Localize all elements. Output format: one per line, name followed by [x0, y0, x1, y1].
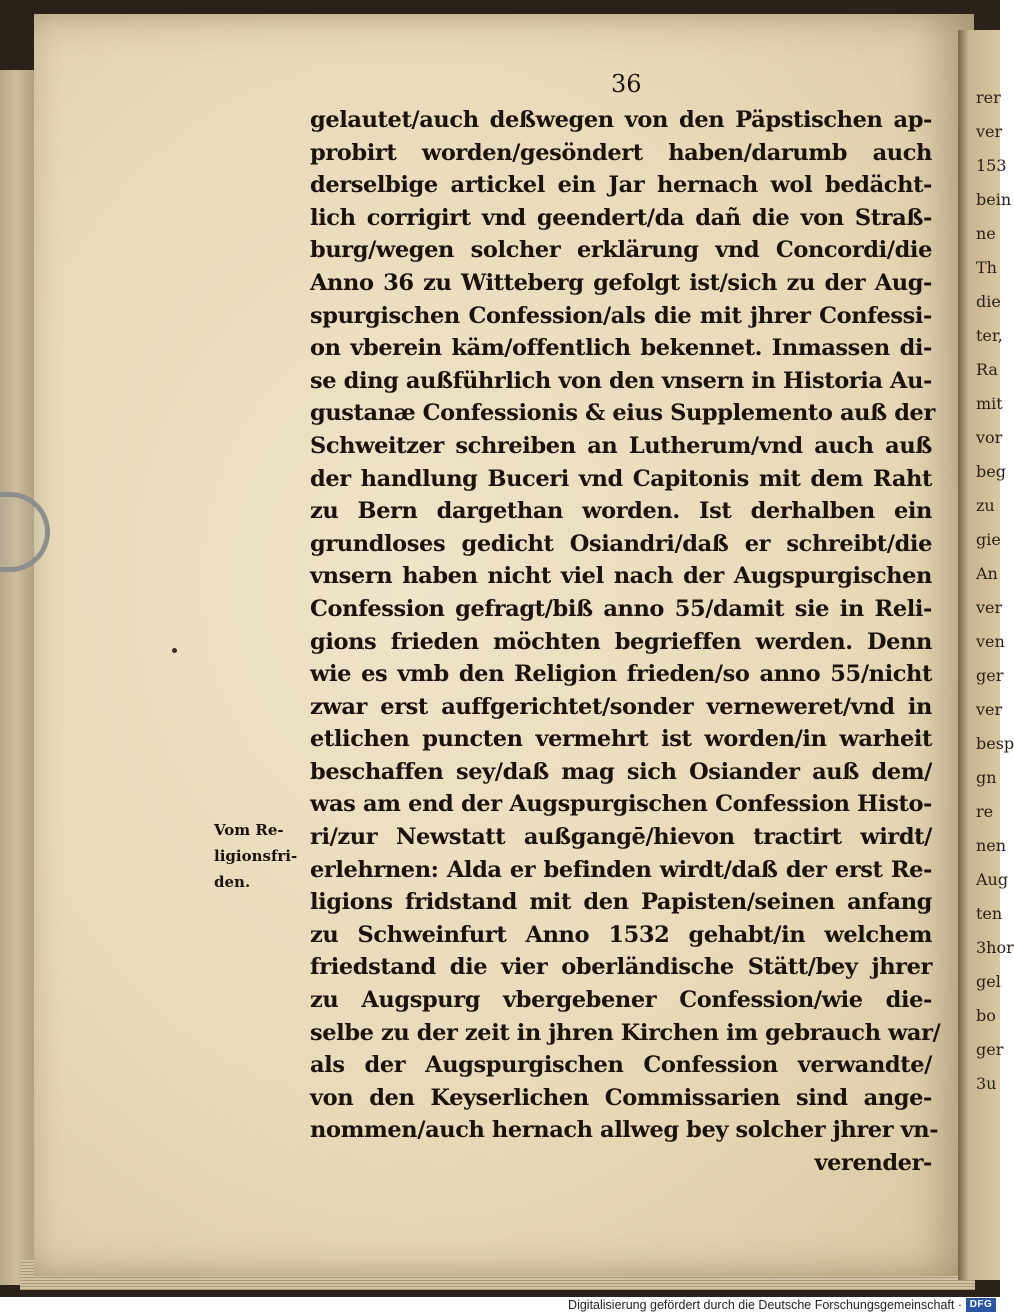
text-line: selbe zu der zeit in jhren Kirchen im gebrauch war/ — [310, 1019, 941, 1046]
text-line: beschaffen sey/daß mag sich Osiander auß dem/ — [310, 758, 932, 785]
facing-page-fragment: An — [976, 564, 998, 583]
text-line: zu Bern dargethan worden. Ist derhalben ein — [310, 498, 932, 525]
text-line: gelautet/auch deßwegen von den Päpstischen ap- — [310, 107, 932, 133]
text-line: gions frieden möchten begrieffen werden. Denn — [310, 628, 932, 655]
marginal-note — [214, 817, 310, 895]
facing-page-fragment: Aug — [976, 870, 1009, 889]
text-line: der handlung Buceri vnd Capitonis mit dem Raht — [310, 465, 932, 492]
text-line: Schweitzer schreiben an Lutherum/vnd auch auß — [310, 432, 932, 459]
text-line: verender- — [814, 1150, 932, 1176]
facing-page-fragment: Th — [976, 258, 997, 277]
marginal-note-line: ligionsfri- — [214, 847, 298, 865]
facing-page-fragment: besp — [976, 734, 1014, 753]
facing-page-fragment: bein — [976, 190, 1012, 209]
facing-page-fragment: Ra — [976, 360, 998, 379]
facing-page-fragment: 3hor — [976, 938, 1014, 957]
facing-page-fragment: gel — [976, 972, 1001, 991]
facing-page-fragment: re — [976, 802, 994, 821]
facing-page-fragment: zu — [976, 496, 995, 515]
facing-page-fragment: die — [976, 292, 1001, 311]
facing-page-fragment: nen — [976, 836, 1007, 855]
ink-spot — [172, 648, 177, 653]
body-text — [310, 104, 941, 1180]
facing-page-fragment: gie — [976, 530, 1001, 549]
facing-page-fragment: ver — [976, 122, 1003, 141]
page-number: 36 — [611, 70, 642, 98]
marginal-note-line: den. — [214, 873, 251, 891]
dfg-logo: DFG — [966, 1298, 996, 1312]
funding-credit: Digitalisierung gefördert durch die Deutsche Forschungsgemeinschaft · — [568, 1298, 962, 1312]
text-line: lich corrigirt vnd geendert/da dañ die von Straß- — [310, 204, 932, 231]
text-line: spurgischen Confession/als die mit jhrer Confessi- — [310, 302, 932, 329]
text-line: zwar erst auffgerichtet/sonder verneweret/vnd in — [310, 693, 932, 720]
text-line: derselbige artickel ein Jar hernach wol bedächt- — [310, 172, 932, 199]
text-line: grundloses gedicht Osiandri/daß er schreibt/die — [310, 530, 932, 557]
facing-page-fragment: rer — [976, 88, 1001, 107]
facing-page-fragment: ger — [976, 666, 1004, 685]
facing-page-fragment: 153 — [976, 156, 1007, 175]
marginal-note-line: Vom Re- — [214, 821, 284, 839]
text-line: friedstand die vier oberländische Stätt/bey jhrer — [310, 954, 932, 981]
facing-page-fragment: ger — [976, 1040, 1004, 1059]
text-line: probirt worden/gesöndert haben/darumb auch — [310, 139, 932, 166]
facing-page-fragment: beg — [976, 462, 1006, 481]
text-line: von den Keyserlichen Commissarien sind ange- — [310, 1084, 932, 1111]
facing-page-fragment: ter, — [976, 326, 1003, 345]
text-line: vnsern haben nicht viel nach der Augspurgischen — [310, 563, 932, 590]
text-line: wie es vmb den Religion frieden/so anno 55/nicht — [310, 661, 932, 688]
text-line: zu Augspurg vbergebener Confession/wie die- — [310, 987, 932, 1014]
text-line: ri/zur Newstatt außgangē/hievon tractirt wirdt/ — [310, 824, 932, 851]
facing-page-fragment: mit — [976, 394, 1003, 413]
facing-page-fragment: bo — [976, 1006, 996, 1025]
facing-page-fragment: ven — [976, 632, 1005, 651]
text-line: zu Schweinfurt Anno 1532 gehabt/in welchem — [310, 921, 932, 948]
facing-page-edge — [958, 30, 1014, 1280]
text-line: Confession gefragt/biß anno 55/damit sie in Reli- — [310, 595, 932, 622]
text-line: Anno 36 zu Witteberg gefolgt ist/sich zu der Aug- — [310, 269, 932, 296]
text-line: was am end der Augspurgischen Confession Histo- — [310, 791, 932, 818]
facing-page-fragment: ne — [976, 224, 996, 243]
facing-page-fragment: ver — [976, 598, 1003, 617]
text-line: ligions fridstand mit den Papisten/seinen anfang — [310, 889, 932, 916]
text-line: nommen/auch hernach allweg bey solcher jhrer vn- — [310, 1117, 939, 1144]
facing-page-fragment: ver — [976, 700, 1003, 719]
footer-bar — [0, 1297, 1000, 1315]
text-line: burg/wegen solcher erklärung vnd Concordi/die — [310, 237, 932, 264]
facing-page-fragment: ten — [976, 904, 1003, 923]
text-line: etlichen puncten vermehrt ist worden/in warheit — [310, 726, 932, 753]
facing-page-fragment: gn — [976, 768, 997, 787]
text-line: erlehrnen: Alda er befinden wirdt/daß der erst Re- — [310, 856, 932, 883]
text-line: se ding außführlich von den vnsern in Historia Au- — [310, 367, 932, 394]
facing-page-fragment: 3u — [976, 1074, 997, 1093]
text-line: gustanæ Confessionis & eius Supplemento auß der — [310, 400, 935, 427]
text-line: on vberein käm/offentlich bekennet. Inmassen di- — [310, 335, 932, 362]
text-line: als der Augspurgischen Confession verwandte/ — [310, 1052, 932, 1079]
facing-page-fragment: vor — [976, 428, 1003, 447]
